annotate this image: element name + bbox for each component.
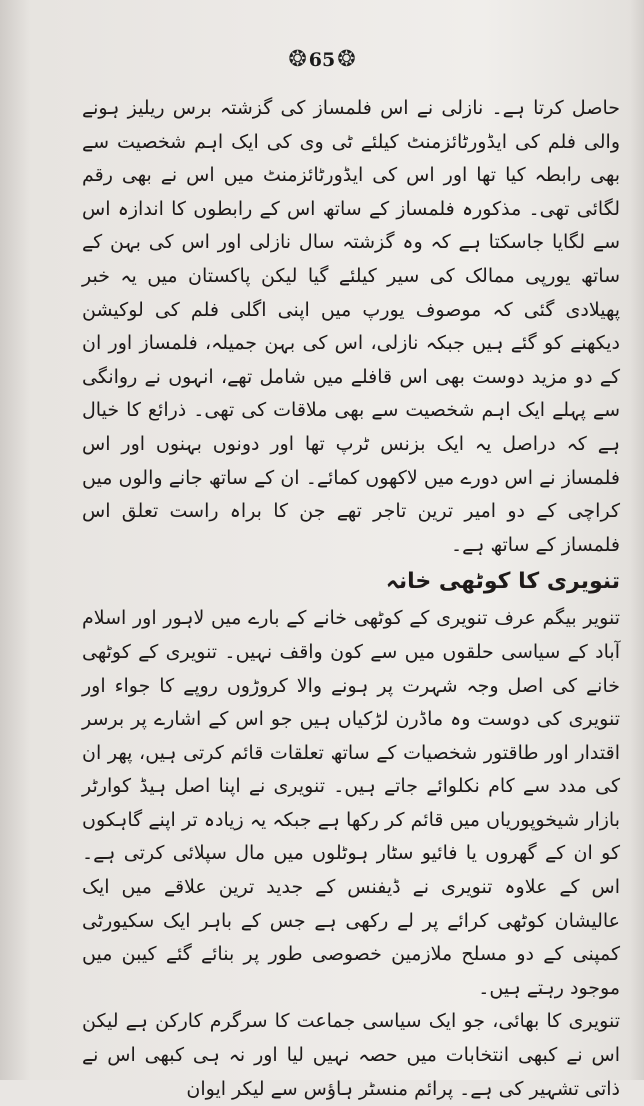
spine-shadow — [0, 0, 30, 1080]
paragraph-3: تنویری کا بھائی، جو ایک سیاسی جماعت کا سرگرم کارکن ہے لیکن اس نے کبھی انتخابات میں حصہ نہیں لیا اور نہ ہی کبھی اس نے ذاتی تشہیر کی ہے۔ پرائم منسٹر ہاؤس سے لیکر ایوان — [82, 1010, 620, 1100]
page-number: 65 — [308, 49, 336, 71]
section-heading: تنویری کا کوٹھی خانہ — [385, 569, 620, 595]
body-text — [82, 92, 620, 1106]
ornament-right-icon: ❂ — [337, 47, 356, 72]
ornament-left-icon: ❂ — [288, 47, 307, 72]
page-number-header — [0, 40, 644, 80]
paragraph-2: تنویر بیگم عرف تنویری کے کوٹھی خانے کے بارے میں لاہور اور اسلام آباد کے سیاسی حلقوں میں سے کون واقف نہیں۔ تنویری کے کوٹھی خانے کی اصل وجہ شہرت پر ہونے والا کروڑوں روپے کا جواء اور تنویری کی دوست وہ ماڈرن لڑکیاں ہیں جو اس کے اشارے پر برسر اقتدار اور طاقتور شخصیات کے ساتھ تعلقات قائم کرتی ہیں، پھر ان کی مدد سے کام نکلوائے جاتے ہیں۔ تنویری نے اپنا اصل ہیڈ کوارٹر بازار شیخوپوریاں میں قائم کر رکھا ہے جبکہ یہ زیادہ تر اپنے گاہکوں کو ان کے گھروں یا فائیو سٹار ہوٹلوں میں مال سپلائی کرتی ہے۔ اس کے علاوہ تنویری نے ڈیفنس کے جدید ترین علاقے میں ایک عالیشان کوٹھی کرائے پر لے رکھی ہے جس کے باہر ایک سکیورٹی کمپنی کے دو مسلح ملازمین خصوصی طور پر بنائے گئے کیبن میں موجود رہتے ہیں۔ — [82, 607, 620, 999]
page-edge — [630, 0, 644, 1080]
paragraph-1: حاصل کرتا ہے۔ نازلی نے اس فلمساز کی گزشتہ برس ریلیز ہونے والی فلم کی ایڈورٹائزمنٹ کیلئے ٹی وی کی ایک اہم شخصیت سے بھی رابطہ کیا تھا اور اس کی ایڈورٹائزمنٹ میں اس نے بھی رقم لگائی تھی۔ مذکورہ فلمساز کے ساتھ اس کے رابطوں کا اندازہ اس سے لگایا جاسکتا ہے کہ وہ گزشتہ سال نازلی اور اس کی بہن کے ساتھ یورپی ممالک کی سیر کیلئے گیا لیکن پاکستان میں یہ خبر پھیلادی گئی کہ موصوف یورپ میں اپنی اگلی فلم کی لوکیشن دیکھنے کو گئے ہیں جبکہ نازلی، اس کی بہن جمیلہ، فلمساز اور ان کے دو مزید دوست بھی اس قافلے میں شامل تھے، انہوں نے روانگی سے پہلے ایک اہم شخصیت سے بھی ملاقات کی تھی۔ ذرائع کا خیال ہے کہ دراصل یہ ایک بزنس ٹرپ تھا اور دونوں بہنوں اور اس فلمساز نے اس دورے میں لاکھوں کمائے۔ ان کے ساتھ جانے والوں میں کراچی کے دو امیر ترین تاجر تھے جن کا براہ راست تعلق اس فلمساز کے ساتھ ہے۔ — [82, 97, 620, 556]
